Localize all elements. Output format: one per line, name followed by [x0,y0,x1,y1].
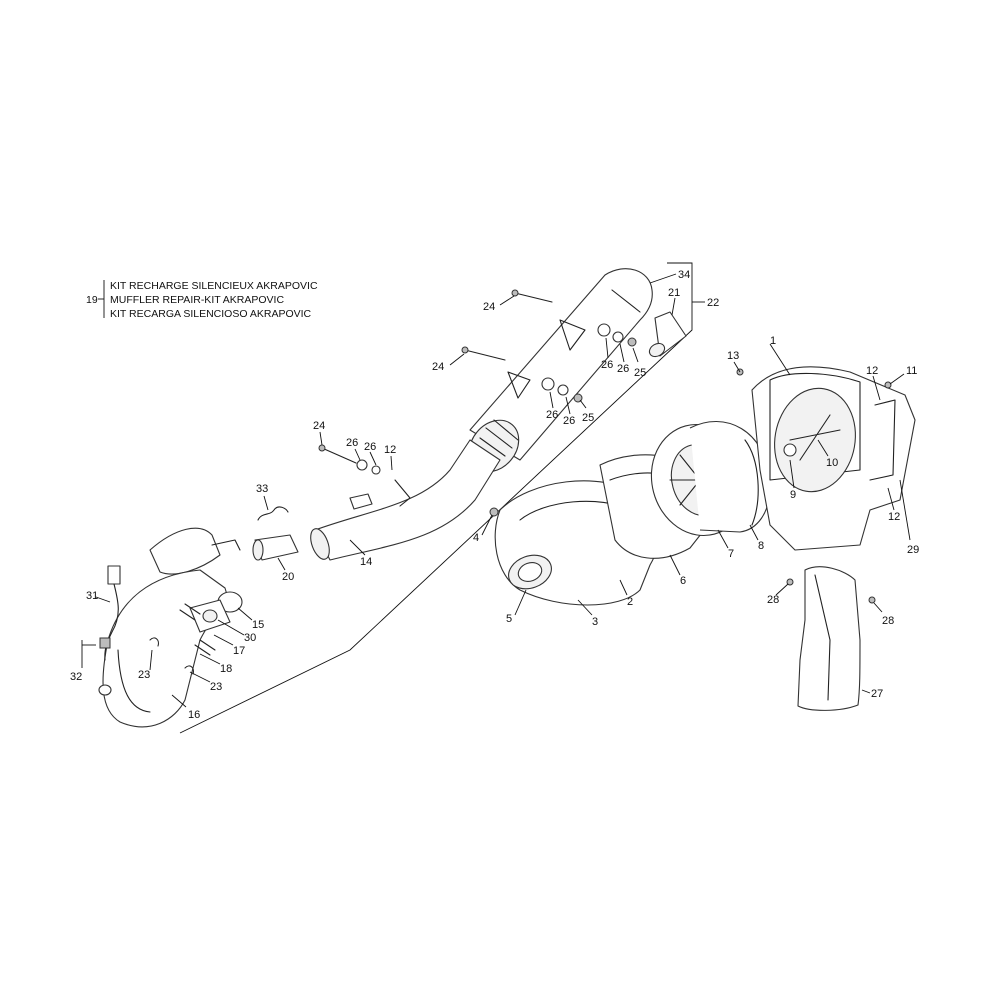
callout-29: 29 [907,544,920,556]
callout-13: 13 [727,350,740,362]
kit-note [86,280,318,320]
callout-34: 34 [678,269,691,281]
callout-31: 31 [86,590,99,602]
intake-duct [798,567,860,711]
callout-22: 22 [707,297,720,309]
callout-23-left: 23 [138,669,151,681]
callout-24-top: 24 [483,301,496,313]
callout-14: 14 [360,556,373,568]
callout-9: 9 [790,489,797,501]
callout-15: 15 [252,619,265,631]
callout-25-top: 25 [634,367,647,379]
callouts [70,269,919,721]
kit-note-ref: 19 [86,294,98,306]
callout-1: 1 [770,335,777,347]
callout-16: 16 [188,709,201,721]
link-pipe [307,440,500,562]
callout-26-f: 26 [563,415,576,427]
kit-note-line-fr: KIT RECHARGE SILENCIEUX AKRAPOVIC [110,280,318,292]
callout-12-top: 12 [866,365,879,377]
callout-24-mid: 24 [432,361,445,373]
callout-28-right: 28 [882,615,895,627]
callout-30: 30 [244,632,257,644]
callout-2: 2 [627,596,634,608]
callout-33: 33 [256,483,269,495]
callout-26-d: 26 [617,363,630,375]
callout-32: 32 [70,671,83,683]
callout-18: 18 [220,663,233,675]
callout-20: 20 [282,571,295,583]
callout-24-left: 24 [313,420,326,432]
callout-3: 3 [592,616,599,628]
callout-26-e: 26 [546,409,559,421]
callout-5: 5 [506,613,513,625]
callout-7: 7 [728,548,735,560]
callout-25-mid: 25 [582,412,595,424]
callout-6: 6 [680,575,687,587]
callout-26-b: 26 [364,441,377,453]
callout-8: 8 [758,540,765,552]
kit-note-line-es: KIT RECARGA SILENCIOSO AKRAPOVIC [110,308,312,320]
callout-17: 17 [233,645,246,657]
heat-shield [150,528,240,574]
end-cap [647,312,686,359]
callout-26-a: 26 [346,437,359,449]
callout-23-right: 23 [210,681,223,693]
kit-note-line-en: MUFFLER REPAIR-KIT AKRAPOVIC [110,294,285,306]
callout-12-left: 12 [384,444,397,456]
callout-28-left: 28 [767,594,780,606]
header-pipe [103,570,233,727]
callout-26-c: 26 [601,359,614,371]
callout-21: 21 [668,287,681,299]
callout-27: 27 [871,688,884,700]
callout-11: 11 [906,365,918,377]
callout-4: 4 [473,532,480,544]
callout-10: 10 [826,457,839,469]
callout-12-right: 12 [888,511,901,523]
